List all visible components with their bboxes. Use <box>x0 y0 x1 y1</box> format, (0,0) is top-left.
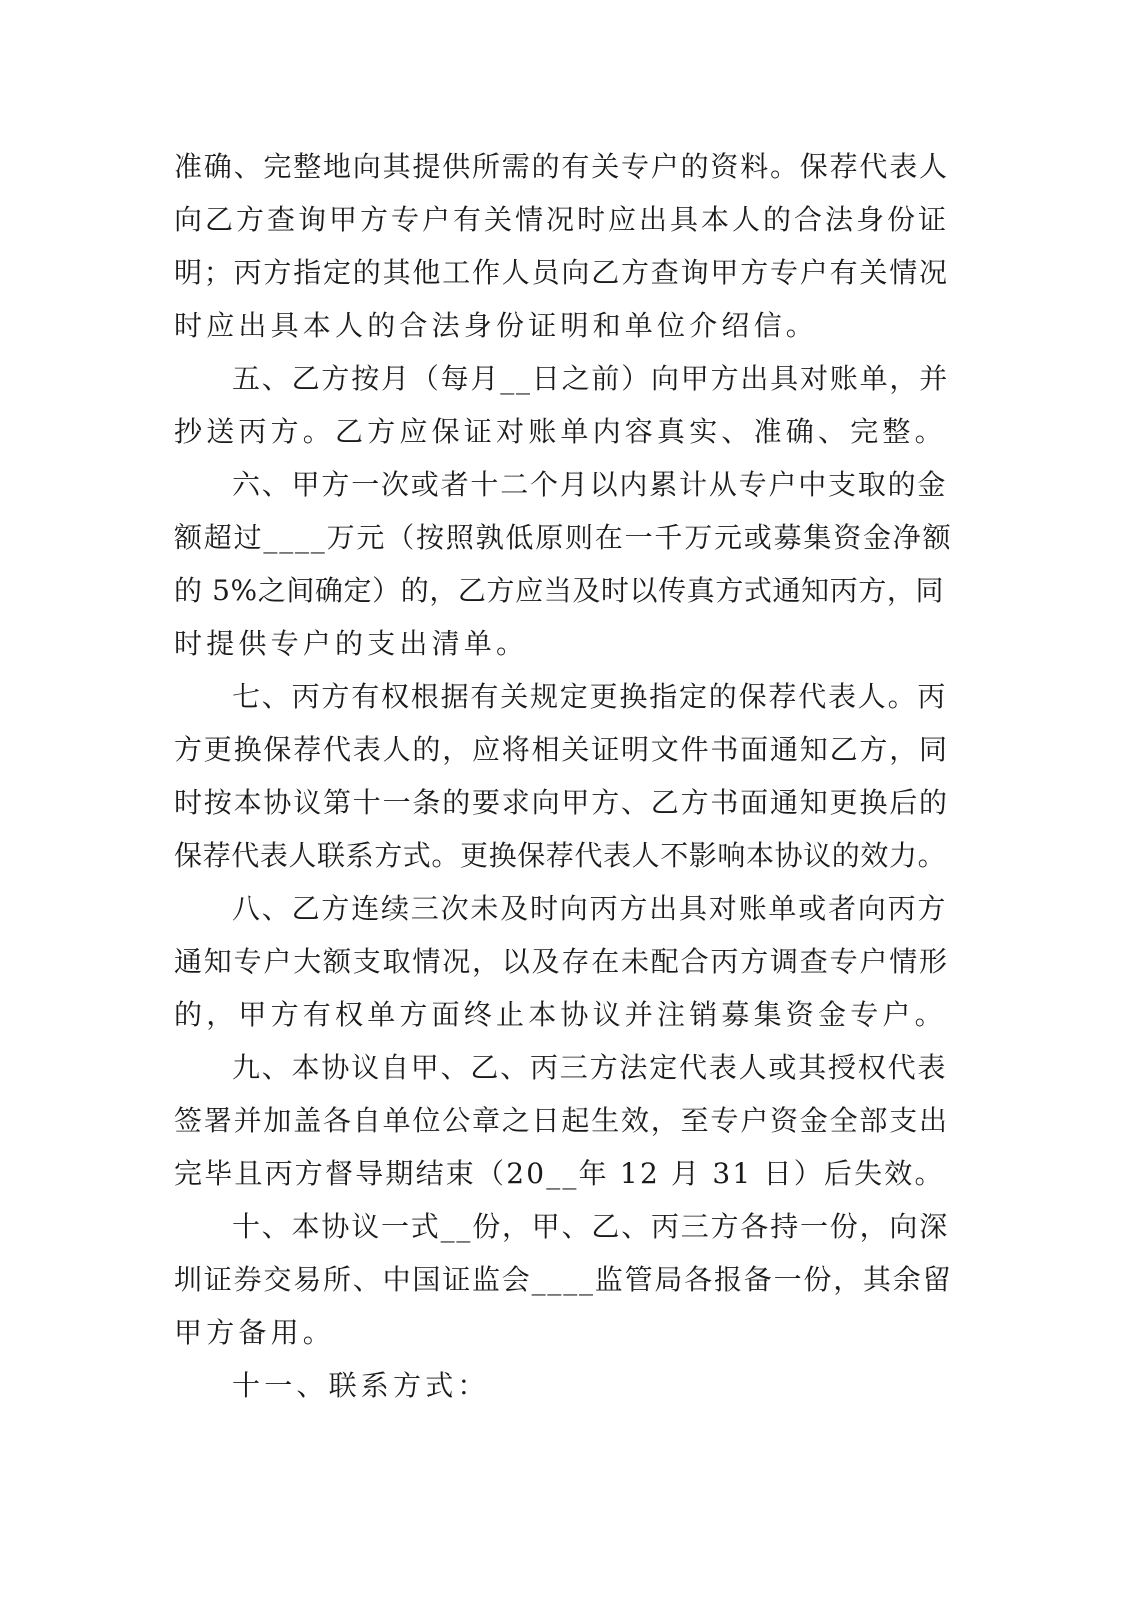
text-line: 准确、完整地向其提供所需的有关专户的资料。保荐代表人 <box>174 150 949 183</box>
document-body <box>174 140 954 1412</box>
text-line: 向乙方查询甲方专户有关情况时应出具本人的合法身份证 <box>174 203 950 236</box>
clause-5-line: 五、乙方按月（每月__日之前）向甲方出具对账单，并 <box>232 362 950 395</box>
text-line: 额超过____万元（按照孰低原则在一千万元或募集资金净额 <box>174 521 953 554</box>
text-line: 的，甲方有权单方面终止本协议并注销募集资金专户。 <box>174 998 947 1031</box>
clause-9-line: 九、本协议自甲、乙、丙三方法定代表人或其授权代表 <box>232 1051 948 1084</box>
text-line: 的 5%之间确定）的，乙方应当及时以传真方式通知丙方，同 <box>174 574 945 607</box>
text-line: 明；丙方指定的其他工作人员向乙方查询甲方专户有关情况 <box>174 256 949 289</box>
text-line: 甲方备用。 <box>174 1316 336 1349</box>
text-line: 时按本协议第十一条的要求向甲方、乙方书面通知更换后的 <box>174 786 949 819</box>
clause-6-line: 六、甲方一次或者十二个月以内累计从专户中支取的金 <box>232 468 948 501</box>
text-line: 完毕且丙方督导期结束（20__年 12 月 31 日）后失效。 <box>174 1157 945 1190</box>
clause-7-line: 七、丙方有权根据有关规定更换指定的保荐代表人。丙 <box>232 680 948 713</box>
text-line: 抄送丙方。乙方应保证对账单内容真实、准确、完整。 <box>174 415 947 448</box>
text-line: 保荐代表人联系方式。更换保荐代表人不影响本协议的效力。 <box>174 839 947 872</box>
text-line: 圳证券交易所、中国证监会____监管局各报备一份，其余留 <box>174 1263 953 1296</box>
text-line: 时提供专户的支出清单。 <box>174 627 529 660</box>
text-line: 签署并加盖各自单位公章之日起生效，至专户资金全部支出 <box>174 1104 949 1137</box>
clause-8-line: 八、乙方连续三次未及时向丙方出具对账单或者向丙方 <box>232 892 948 925</box>
text-line: 通知专户大额支取情况，以及存在未配合丙方调查专户情形 <box>174 945 949 978</box>
text-line: 时应出具本人的合法身份证明和单位介绍信。 <box>174 309 819 342</box>
clause-10-line: 十、本协议一式__份，甲、乙、丙三方各持一份，向深 <box>232 1210 950 1243</box>
text-line: 方更换保荐代表人的，应将相关证明文件书面通知乙方，同 <box>174 733 949 766</box>
clause-11-heading: 十一、联系方式： <box>232 1369 490 1402</box>
